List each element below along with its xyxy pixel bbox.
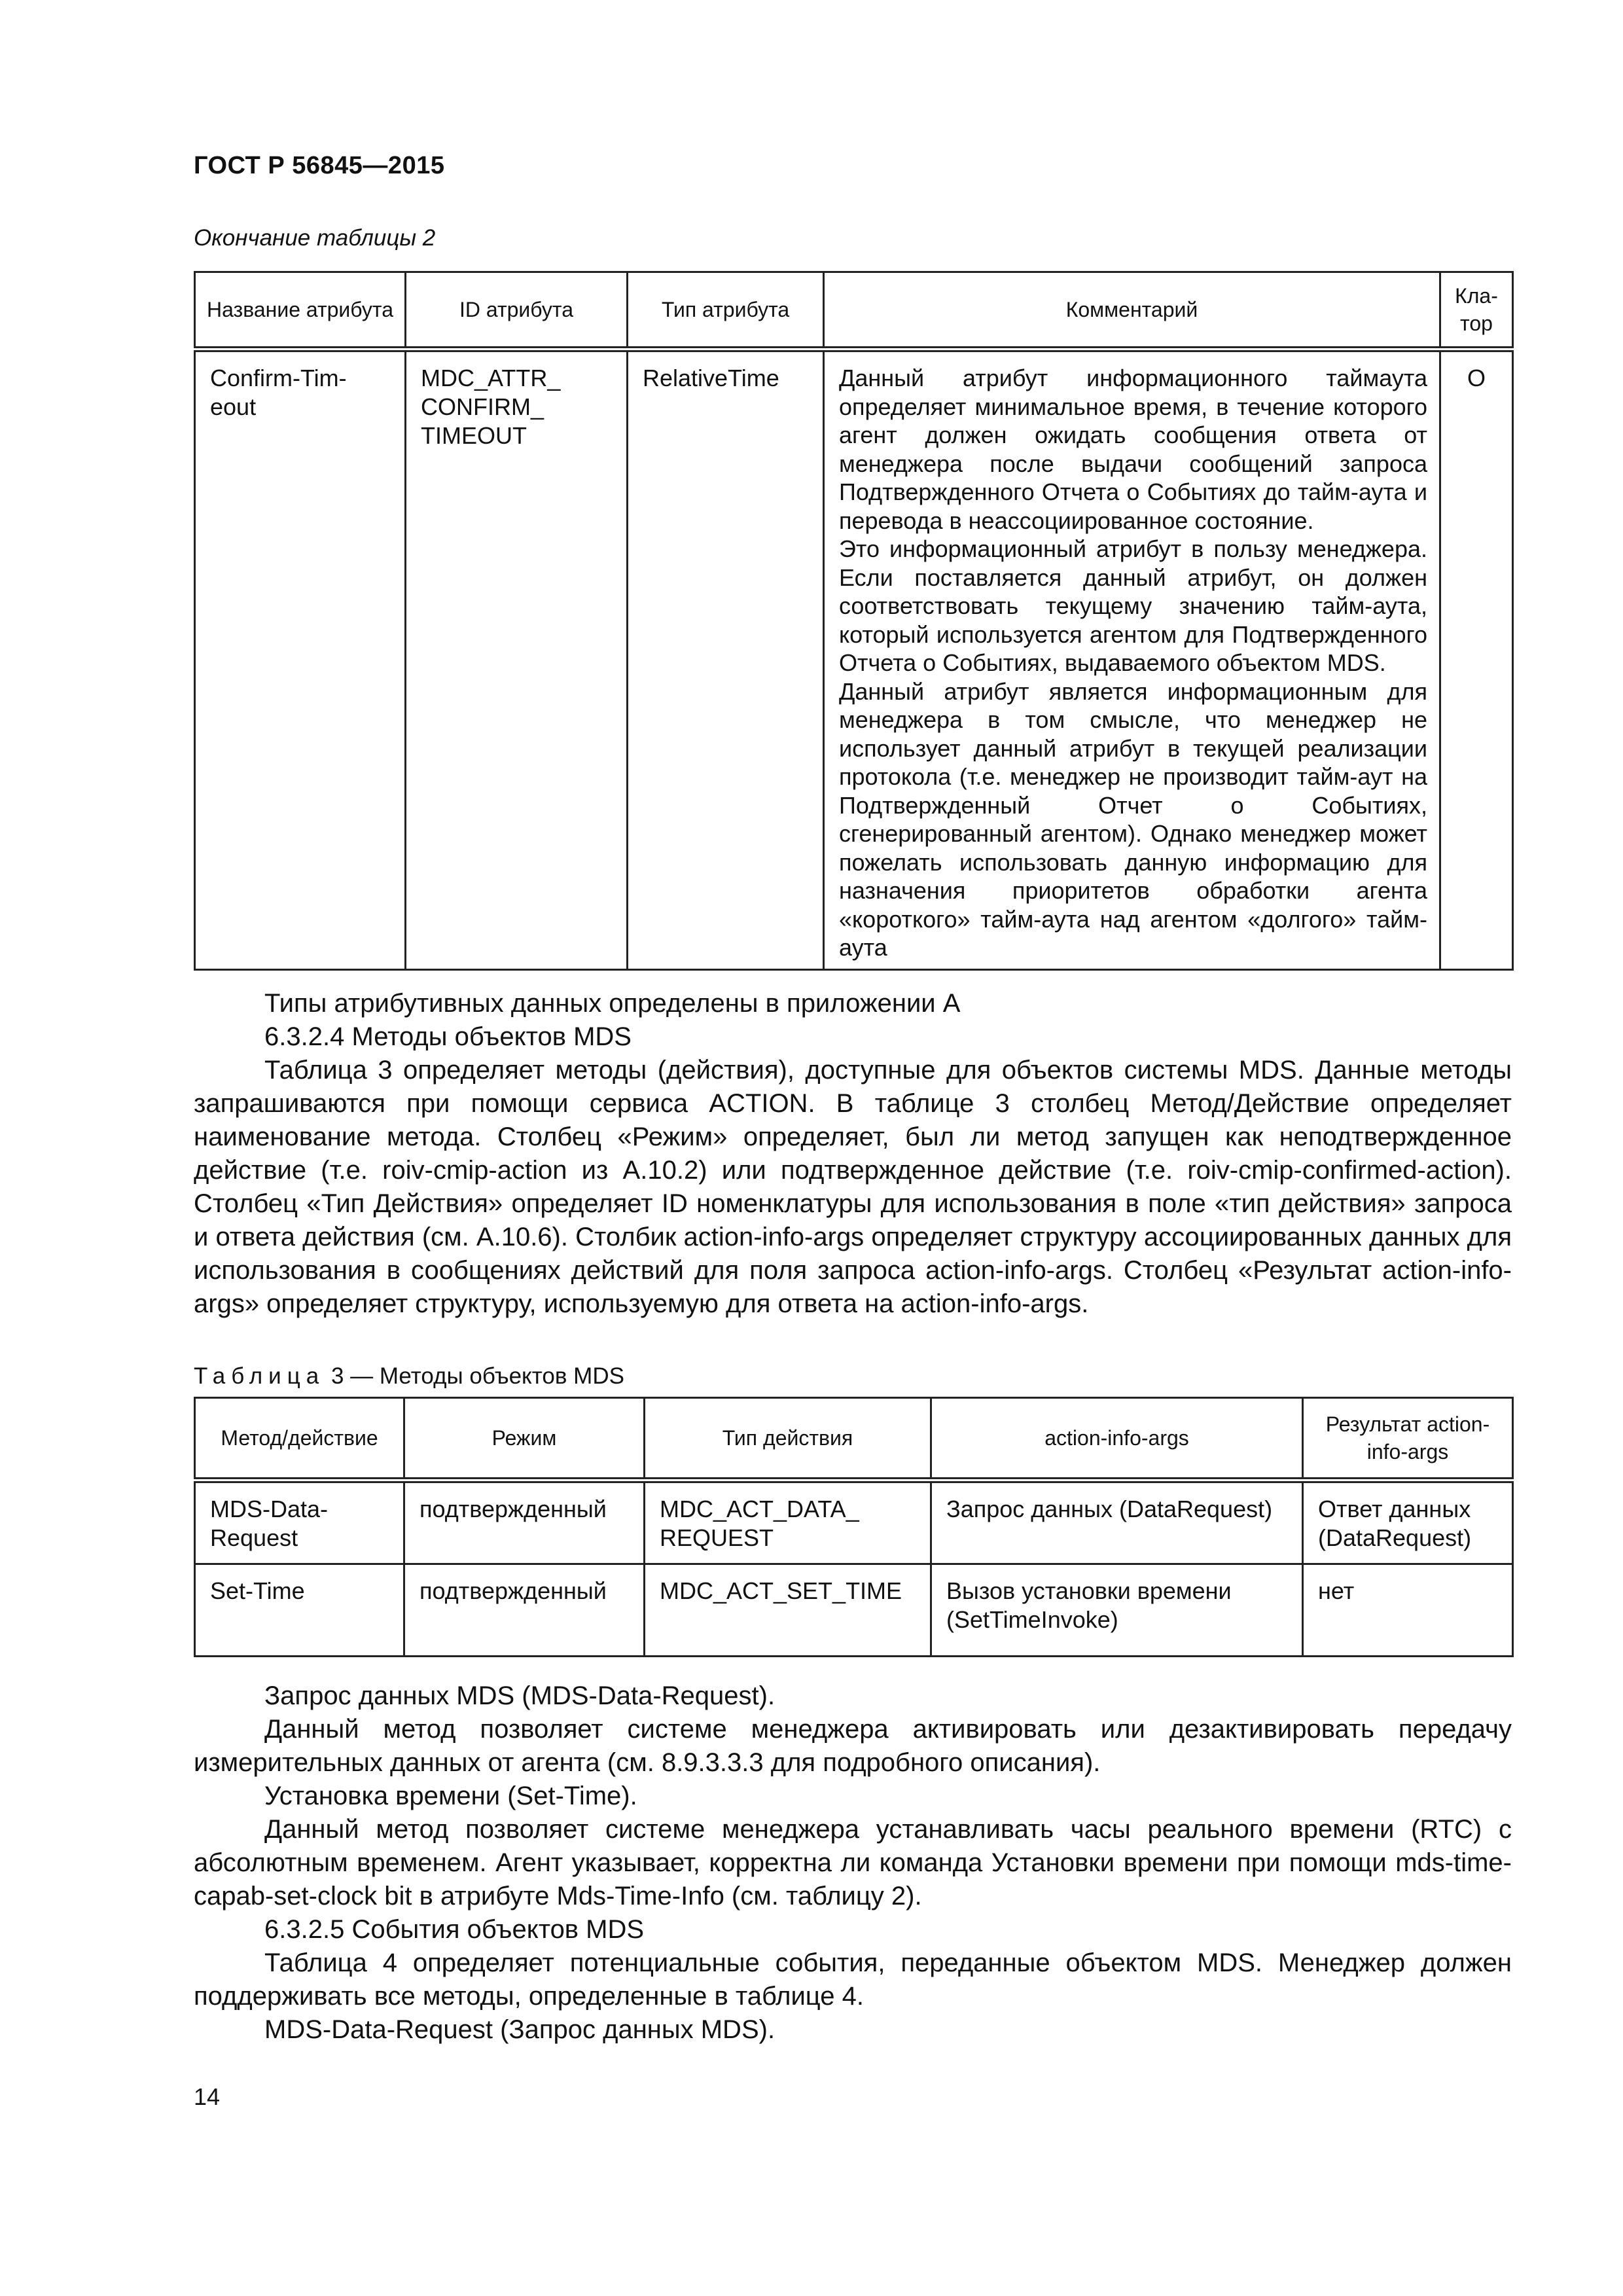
section-heading: 6.3.2.5 События объектов MDS xyxy=(264,1915,645,1944)
paragraph: Таблица 4 определяет потенциальные события, переданные объектом MDS. Менеджер должен поддерживать все методы, определенные в таблице 4. xyxy=(194,1948,1512,2011)
comment-paragraph: Данный атрибут информационного таймаута определяет минимальное время, в течение которого агент должен ожидать сообщения ответа от менеджера после выдачи сообщений запроса Подтвержденного Отчета о Событиях до тайм-аута и перевода в неассоциированное состояние. xyxy=(839,365,1427,534)
table-cell: Запрос данных (DataRequest) xyxy=(931,1480,1303,1564)
attribute-id-cell: MDC_ATTR_ CONFIRM_ TIMEOUT xyxy=(406,350,628,970)
classifier-cell: O xyxy=(1440,350,1513,970)
table-cell: MDC_ACT_DATA_ REQUEST xyxy=(645,1480,931,1564)
table-cell: подтвержденный xyxy=(404,1480,645,1564)
table-cell: нет xyxy=(1303,1564,1513,1657)
table-cell: Ответ данных (DataRequest) xyxy=(1303,1480,1513,1564)
column-header: Комментарий xyxy=(824,272,1440,350)
table-caption-word: Таблица xyxy=(194,1363,325,1389)
comment-cell xyxy=(824,350,1440,970)
paragraph: Установка времени (Set-Time). xyxy=(264,1782,637,1810)
column-header: action-info-args xyxy=(931,1398,1303,1480)
table-cell: Вызов установки времени (SetTimeInvoke) xyxy=(931,1564,1303,1657)
body-text-section xyxy=(194,987,1512,1321)
body-text-section xyxy=(194,1679,1512,2047)
column-header: Тип действия xyxy=(645,1398,931,1480)
attributes-table xyxy=(194,271,1514,971)
column-header: Кла-тор xyxy=(1440,272,1513,350)
table-cell: Set-Time xyxy=(195,1564,404,1657)
attribute-name-cell: Confirm-Tim-eout xyxy=(195,350,406,970)
column-header: ID атрибута xyxy=(406,272,628,350)
paragraph: Данный метод позволяет системе менеджера устанавливать часы реального времени (RTC) с абсолютным временем. Агент указывает, корректна ли команда Установки времени при помощи mds-time-capab-set-clock bit в атрибуте Mds-Time-Info (см. таблицу 2). xyxy=(194,1815,1512,1910)
table-caption-title: 3 — Методы объектов MDS xyxy=(330,1363,624,1389)
table-cell: подтвержденный xyxy=(404,1564,645,1657)
column-header: Метод/действие xyxy=(195,1398,404,1480)
document-header: ГОСТ Р 56845—2015 xyxy=(194,152,445,179)
paragraph: Данный метод позволяет системе менеджера активировать или дезактивировать передачу измерительных данных от агента (см. 8.9.3.3.3 для подробного описания). xyxy=(194,1715,1512,1777)
table-cell: MDC_ACT_SET_TIME xyxy=(645,1564,931,1657)
column-header: Режим xyxy=(404,1398,645,1480)
table-continuation-label: Окончание таблицы 2 xyxy=(194,225,436,251)
comment-paragraph: Данный атрибут является информационным для менеджера в том смысле, что менеджер не использует данный атрибут в текущей реализации протокола (т.е. менеджер не производит тайм-аут на Подтвержденный Отчет о Событиях, сгенерированный агентом). Однако менеджер может пожелать использовать данную информацию для назначения приоритетов обработки агента «короткого» тайм-аута над агентом «долгого» тайм-аута xyxy=(839,677,1427,961)
mds-methods-table xyxy=(194,1397,1514,1657)
paragraph: Запрос данных MDS (MDS-Data-Request). xyxy=(264,1681,776,1710)
paragraph: Таблица 3 определяет методы (действия), доступные для объектов системы MDS. Данные методы запрашиваются при помощи сервиса ACTION. В таблице 3 столбец Метод/Действие определяет наименование метода. Столбец «Режим» определяет, был ли метод запущен как неподтвержденное действие (т.е. roiv-cmip-action из А.10.2) или подтвержденное действие (т.е. roiv-cmip-confirmed-action). Столбец «Тип Действия» определяет ID номенклатуры для использования в поле «тип действия» запроса и ответа действия (см. А.10.6). Столбик action-info-args определяет структуру ассоциированных данных для использования в сообщениях действий для поля запроса action-info-args. Столбец «Результат action-info-args» определяет структуру, используемую для ответа на action-info-args. xyxy=(194,1056,1512,1318)
comment-paragraph: Это информационный атрибут в пользу менеджера. Если поставляется данный атрибут, он должен соответствовать текущему значению тайм-аута, который используется агентом для Подтвержденного Отчета о Событиях, выдаваемого объектом MDS. xyxy=(839,535,1427,676)
column-header: Название атрибута xyxy=(195,272,406,350)
page-number: 14 xyxy=(194,2083,221,2110)
table-row xyxy=(195,1564,1513,1657)
attribute-type-cell: RelativeTime xyxy=(628,350,824,970)
table-row xyxy=(195,350,1513,970)
column-header: Тип атрибута xyxy=(628,272,824,350)
table-caption xyxy=(194,1363,624,1390)
paragraph: MDS-Data-Request (Запрос данных MDS). xyxy=(264,2015,776,2044)
section-heading: 6.3.2.4 Методы объектов MDS xyxy=(264,1022,632,1051)
paragraph: Типы атрибутивных данных определены в приложении А xyxy=(264,989,961,1018)
table-row xyxy=(195,1480,1513,1564)
column-header: Результат action-info-args xyxy=(1303,1398,1513,1480)
table-cell: MDS-Data-Request xyxy=(195,1480,404,1564)
